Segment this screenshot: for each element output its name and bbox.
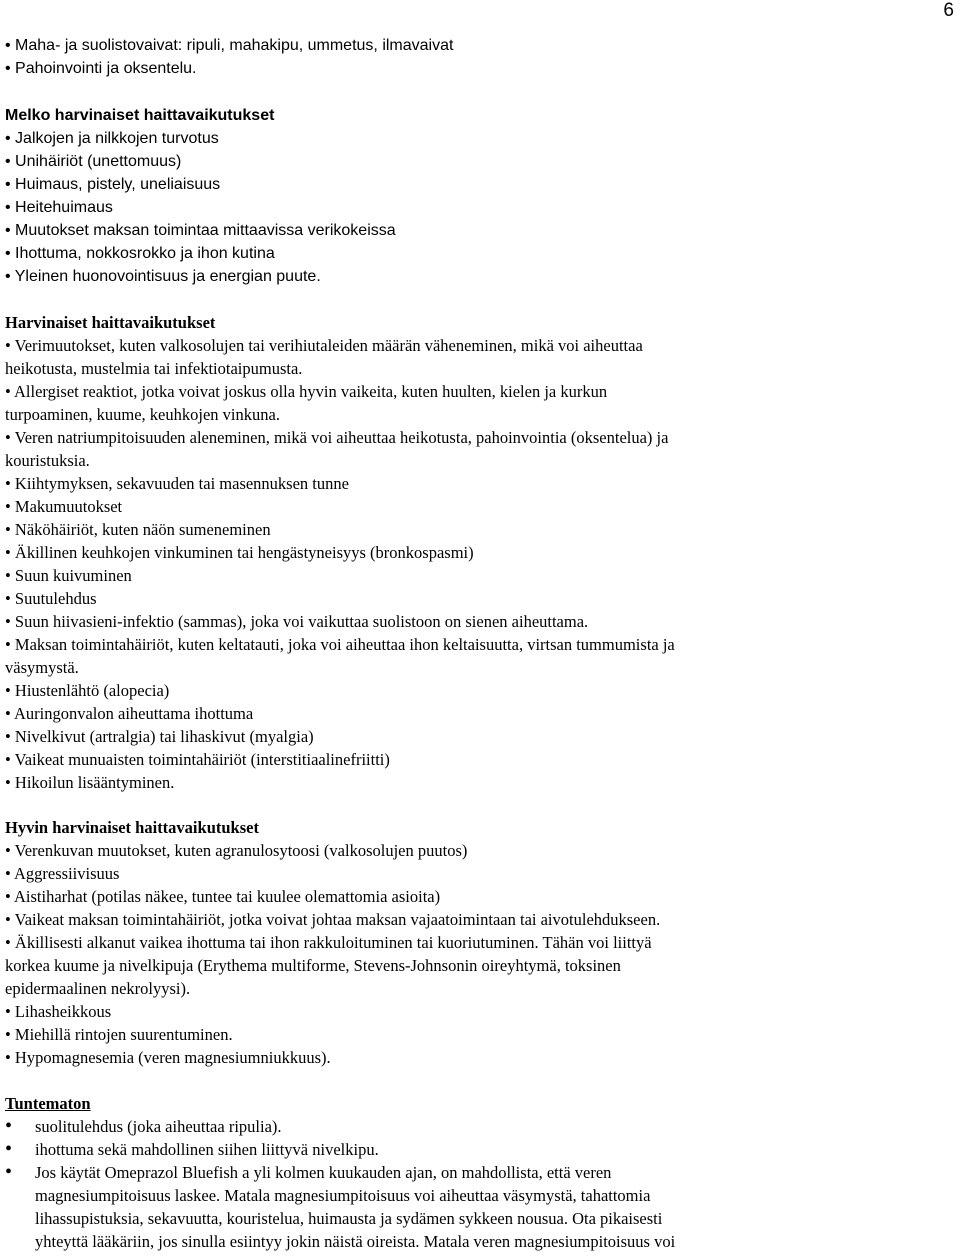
list-item-text: magnesiumpitoisuus laskee. Matala magnesiumpitoisuus voi aiheuttaa väsymystä, tahattomia <box>35 1186 651 1205</box>
unknown-frequency-section <box>5 1092 945 1253</box>
list-item: • Suun kuivuminen <box>5 566 132 585</box>
section-heading: Tuntematon <box>5 1094 91 1113</box>
list-item: • Unihäiriöt (unettomuus) <box>5 153 182 170</box>
list-item: • Allergiset reaktiot, jotka voivat joskus olla hyvin vaikeita, kuten huulten, kielen ja kurkun <box>5 382 608 401</box>
list-item-continuation: korkea kuume ja nivelkipuja (Erythema multiforme, Stevens-Johnsonin oireyhtymä, toksinen <box>5 956 621 975</box>
list-item: • Verenkuvan muutokset, kuten agranulosytoosi (valkosolujen puutos) <box>5 841 468 860</box>
list-item <box>5 1138 945 1161</box>
list-item: • Verimuutokset, kuten valkosolujen tai verihiutaleiden määrän väheneminen, mikä voi aiheuttaa <box>5 336 643 355</box>
list-item: • Aistiharhat (potilas näkee, tuntee tai kuulee olemattomia asioita) <box>5 887 441 906</box>
list-item: • Nivelkivut (artralgia) tai lihaskivut (myalgia) <box>5 727 314 746</box>
list-item: • Äkillisesti alkanut vaikea ihottuma tai ihon rakkuloituminen tai kuoriutuminen. Tähän voi liittyä <box>5 933 652 952</box>
list-item <box>5 1115 945 1138</box>
list-item: • Huimaus, pistely, uneliaisuus <box>5 176 221 193</box>
list-item: • Pahoinvointi ja oksentelu. <box>5 60 197 77</box>
list-item: • Jalkojen ja nilkkojen turvotus <box>5 130 219 147</box>
list-item-text: ihottuma sekä mahdollinen siihen liittyvä nivelkipu. <box>35 1140 379 1159</box>
list-item: • Maksan toimintahäiriöt, kuten keltatauti, joka voi aiheuttaa ihon keltaisuutta, virtsan tummumista ja <box>5 635 675 654</box>
list-item: • Näköhäiriöt, kuten näön sumeneminen <box>5 520 271 539</box>
bullet-icon: • <box>5 1115 13 1137</box>
list-item: • Yleinen huonovointisuus ja energian puute. <box>5 268 321 285</box>
list-item: • Auringonvalon aiheuttama ihottuma <box>5 704 254 723</box>
list-item-continuation: heikotusta, mustelmia tai infektiotaipumusta. <box>5 359 303 378</box>
list-item-continuation: väsymystä. <box>5 658 79 677</box>
list-item-text: yhteyttä lääkäriin, jos sinulla esiintyy jokin näistä oireista. Matala veren magnesiumpitoisuus voi <box>35 1232 676 1251</box>
list-item: • Miehillä rintojen suurentuminen. <box>5 1025 233 1044</box>
list-item: • Hiustenlähtö (alopecia) <box>5 681 170 700</box>
uncommon-side-effects-section <box>5 104 945 288</box>
list-item: • Ihottuma, nokkosrokko ja ihon kutina <box>5 245 275 262</box>
list-item-text: suolitulehdus (joka aiheuttaa ripulia). <box>35 1117 282 1136</box>
list-item-text: Jos käytät Omeprazol Bluefish a yli kolmen kuukauden ajan, on mahdollista, että veren <box>35 1163 612 1182</box>
gi-side-effects-block <box>5 34 945 80</box>
list-item: • Suutulehdus <box>5 589 97 608</box>
list-item: • Muutokset maksan toimintaa mittaavissa verikokeissa <box>5 222 396 239</box>
list-item-continuation: epidermaalinen nekrolyysi). <box>5 979 191 998</box>
bullet-icon: • <box>5 1138 13 1160</box>
section-heading: Melko harvinaiset haittavaikutukset <box>5 107 275 124</box>
bullet-icon: • <box>5 1161 13 1183</box>
list-item-continuation: kouristuksia. <box>5 451 90 470</box>
list-item-continuation: turpoaminen, kuume, keuhkojen vinkuna. <box>5 405 280 424</box>
list-item: • Vaikeat maksan toimintahäiriöt, jotka voivat johtaa maksan vajaatoimintaan tai aivotulehdukseen. <box>5 910 661 929</box>
list-item: • Heitehuimaus <box>5 199 113 216</box>
rare-side-effects-section <box>5 311 945 794</box>
list-item: • Äkillinen keuhkojen vinkuminen tai hengästyneisyys (bronkospasmi) <box>5 543 474 562</box>
page-number: 6 <box>943 0 954 21</box>
list-item: • Suun hiivasieni-infektio (sammas), joka voi vaikuttaa suolistoon on sienen aiheuttama. <box>5 612 589 631</box>
list-item <box>5 1161 945 1253</box>
list-item-text: lihassupistuksia, sekavuutta, kouristelua, huimausta ja sydämen sykkeen nousua. Ota pikaisesti <box>35 1209 663 1228</box>
list-item: • Lihasheikkous <box>5 1002 112 1021</box>
list-item: • Veren natriumpitoisuuden aleneminen, mikä voi aiheuttaa heikotusta, pahoinvointia (oksentelua) ja <box>5 428 669 447</box>
list-item: • Vaikeat munuaisten toimintahäiriöt (interstitiaalinefriitti) <box>5 750 390 769</box>
section-heading: Harvinaiset haittavaikutukset <box>5 313 216 332</box>
list-item: • Kiihtymyksen, sekavuuden tai masennuksen tunne <box>5 474 349 493</box>
list-item: • Maha- ja suolistovaivat: ripuli, mahakipu, ummetus, ilmavaivat <box>5 37 454 54</box>
very-rare-side-effects-section <box>5 816 945 1069</box>
list-item: • Hikoilun lisääntyminen. <box>5 773 175 792</box>
list-item: • Hypomagnesemia (veren magnesiumniukkuus). <box>5 1048 331 1067</box>
section-heading: Hyvin harvinaiset haittavaikutukset <box>5 818 259 837</box>
list-item: • Aggressiivisuus <box>5 864 120 883</box>
list-item: • Makumuutokset <box>5 497 123 516</box>
